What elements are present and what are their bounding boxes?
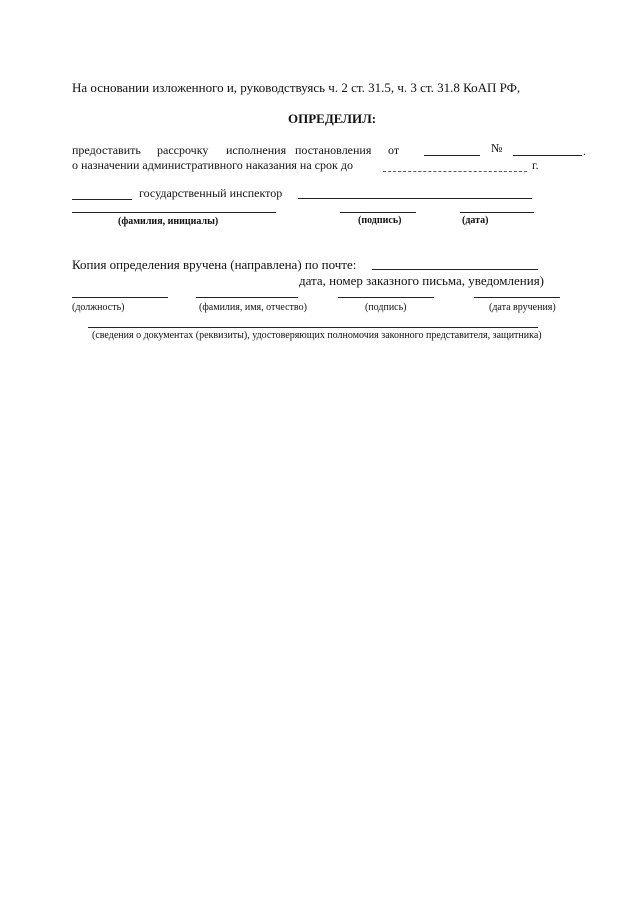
grant-word-3: исполнения bbox=[226, 143, 287, 157]
resolution-date-field[interactable] bbox=[424, 155, 480, 156]
inspector-name-field[interactable] bbox=[298, 198, 532, 199]
label-recipient-signature: (подпись) bbox=[365, 302, 407, 313]
inspector-initials-line[interactable] bbox=[72, 212, 276, 213]
grant-line-2: о назначении административного наказания на срок до bbox=[72, 158, 353, 172]
label-position: (должность) bbox=[72, 302, 125, 313]
mail-details-label: дата, номер заказного письма, уведомления) bbox=[299, 273, 545, 288]
inspector-date-line[interactable] bbox=[460, 212, 534, 213]
label-name-initials: (фамилия, инициалы) bbox=[118, 216, 219, 227]
full-name-line[interactable] bbox=[196, 297, 298, 298]
label-full-name: (фамилия, имя, отчество) bbox=[199, 302, 307, 313]
grant-word-from: от bbox=[388, 143, 400, 157]
recipient-signature-line[interactable] bbox=[338, 297, 434, 298]
term-until-field[interactable] bbox=[383, 171, 527, 172]
label-signature: (подпись) bbox=[358, 215, 402, 226]
trailing-dot: . bbox=[583, 144, 586, 158]
grant-word-4: постановления bbox=[295, 143, 372, 157]
position-line[interactable] bbox=[72, 297, 168, 298]
representative-note: (сведения о документах (реквизиты), удостоверяющих полномочия законного представителя, защитника) bbox=[92, 330, 542, 341]
inspector-signature-line[interactable] bbox=[340, 212, 416, 213]
intro-text: На основании изложенного и, руководствуясь ч. 2 ст. 31.5, ч. 3 ст. 31.8 КоАП РФ, bbox=[72, 80, 521, 95]
decision-heading: ОПРЕДЕЛИЛ: bbox=[288, 111, 377, 126]
year-abbr: г. bbox=[532, 158, 539, 172]
label-date: (дата) bbox=[462, 215, 489, 226]
copy-delivered-text: Копия определения вручена (направлена) по почте: bbox=[72, 257, 357, 272]
inspector-role: государственный инспектор bbox=[139, 186, 283, 200]
representative-docs-field[interactable] bbox=[88, 327, 538, 328]
mail-details-field[interactable] bbox=[372, 269, 538, 270]
number-sign: № bbox=[491, 141, 503, 155]
grant-word-2: рассрочку bbox=[157, 143, 209, 157]
grant-word-1: предоставить bbox=[72, 143, 141, 157]
delivery-date-line[interactable] bbox=[474, 297, 560, 298]
inspector-prefix-field[interactable] bbox=[72, 199, 132, 200]
resolution-number-field[interactable] bbox=[513, 155, 582, 156]
label-delivery-date: (дата вручения) bbox=[489, 302, 556, 313]
